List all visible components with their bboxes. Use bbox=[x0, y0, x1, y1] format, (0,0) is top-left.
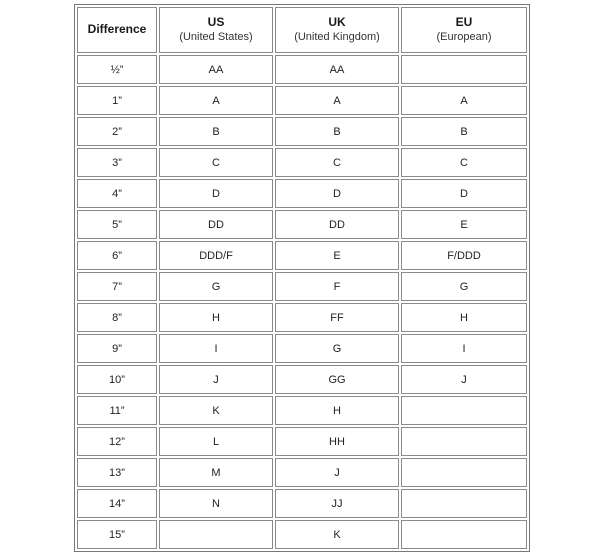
cell-eu bbox=[401, 489, 527, 518]
cell-us: L bbox=[159, 427, 273, 456]
header-eu-label: EU bbox=[455, 15, 473, 29]
header-us bbox=[159, 7, 273, 53]
cell-uk: F bbox=[275, 272, 399, 301]
cell-eu: F/DDD bbox=[401, 241, 527, 270]
cell-uk: J bbox=[275, 458, 399, 487]
cell-difference: 13” bbox=[77, 458, 157, 487]
cell-eu bbox=[401, 427, 527, 456]
header-us-sublabel: (United States) bbox=[179, 31, 253, 43]
header-eu-sublabel: (European) bbox=[436, 31, 492, 43]
table-row bbox=[77, 303, 527, 332]
cell-eu: A bbox=[401, 86, 527, 115]
cell-us: I bbox=[159, 334, 273, 363]
header-uk-label: UK bbox=[328, 15, 346, 29]
cell-uk: A bbox=[275, 86, 399, 115]
cell-difference: 11” bbox=[77, 396, 157, 425]
cell-uk: H bbox=[275, 396, 399, 425]
cell-us: A bbox=[159, 86, 273, 115]
table-header-row bbox=[77, 7, 527, 53]
cell-difference: 8” bbox=[77, 303, 157, 332]
cell-us: C bbox=[159, 148, 273, 177]
cell-difference: 3” bbox=[77, 148, 157, 177]
cell-difference: 10” bbox=[77, 365, 157, 394]
cell-us: J bbox=[159, 365, 273, 394]
cell-uk: AA bbox=[275, 55, 399, 84]
cell-eu: D bbox=[401, 179, 527, 208]
table-row bbox=[77, 272, 527, 301]
table-row bbox=[77, 117, 527, 146]
table-row bbox=[77, 427, 527, 456]
cell-difference: 7” bbox=[77, 272, 157, 301]
cell-eu: C bbox=[401, 148, 527, 177]
table-row bbox=[77, 241, 527, 270]
cell-difference: 14” bbox=[77, 489, 157, 518]
cell-eu: B bbox=[401, 117, 527, 146]
cell-uk: FF bbox=[275, 303, 399, 332]
header-uk-sublabel: (United Kingdom) bbox=[294, 31, 380, 43]
cell-eu bbox=[401, 520, 527, 549]
cell-difference: 1” bbox=[77, 86, 157, 115]
table-row bbox=[77, 365, 527, 394]
table-row bbox=[77, 489, 527, 518]
cell-uk: G bbox=[275, 334, 399, 363]
cell-eu: E bbox=[401, 210, 527, 239]
cell-uk: K bbox=[275, 520, 399, 549]
cell-us: M bbox=[159, 458, 273, 487]
cell-uk: E bbox=[275, 241, 399, 270]
cell-difference: 5” bbox=[77, 210, 157, 239]
cell-difference: ½” bbox=[77, 55, 157, 84]
cell-uk: JJ bbox=[275, 489, 399, 518]
cell-eu bbox=[401, 458, 527, 487]
cell-difference: 4” bbox=[77, 179, 157, 208]
cell-difference: 12” bbox=[77, 427, 157, 456]
cell-us: N bbox=[159, 489, 273, 518]
table-row bbox=[77, 396, 527, 425]
cell-us: D bbox=[159, 179, 273, 208]
cell-us: K bbox=[159, 396, 273, 425]
cell-eu bbox=[401, 396, 527, 425]
cell-difference: 6” bbox=[77, 241, 157, 270]
header-difference-label: Difference bbox=[87, 22, 147, 36]
table-row bbox=[77, 55, 527, 84]
table-row bbox=[77, 86, 527, 115]
header-eu bbox=[401, 7, 527, 53]
cell-uk: C bbox=[275, 148, 399, 177]
bra-size-conversion-table bbox=[74, 4, 530, 552]
header-us-label: US bbox=[207, 15, 225, 29]
cell-us: B bbox=[159, 117, 273, 146]
table-body bbox=[77, 55, 527, 549]
table-row bbox=[77, 458, 527, 487]
cell-eu: I bbox=[401, 334, 527, 363]
header-uk bbox=[275, 7, 399, 53]
cell-us: H bbox=[159, 303, 273, 332]
table-row bbox=[77, 148, 527, 177]
cell-us: G bbox=[159, 272, 273, 301]
cell-difference: 2” bbox=[77, 117, 157, 146]
cell-us bbox=[159, 520, 273, 549]
cell-eu bbox=[401, 55, 527, 84]
cell-uk: DD bbox=[275, 210, 399, 239]
cell-us: DD bbox=[159, 210, 273, 239]
cell-eu: J bbox=[401, 365, 527, 394]
cell-uk: B bbox=[275, 117, 399, 146]
table-row bbox=[77, 520, 527, 549]
cell-us: AA bbox=[159, 55, 273, 84]
cell-uk: D bbox=[275, 179, 399, 208]
cell-uk: HH bbox=[275, 427, 399, 456]
header-difference bbox=[77, 7, 157, 53]
cell-difference: 9” bbox=[77, 334, 157, 363]
cell-eu: H bbox=[401, 303, 527, 332]
cell-us: DDD/F bbox=[159, 241, 273, 270]
table-row bbox=[77, 210, 527, 239]
cell-difference: 15” bbox=[77, 520, 157, 549]
table-row bbox=[77, 334, 527, 363]
table-row bbox=[77, 179, 527, 208]
cell-uk: GG bbox=[275, 365, 399, 394]
cell-eu: G bbox=[401, 272, 527, 301]
